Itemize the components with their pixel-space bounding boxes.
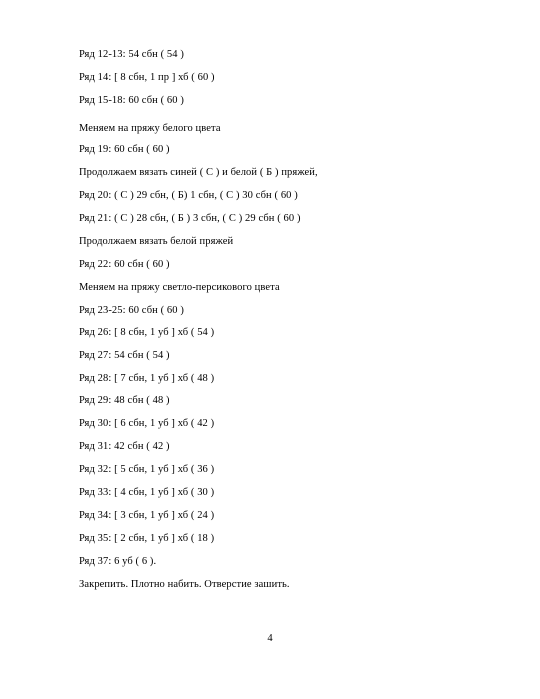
pattern-line: Ряд 15-18: 60 сбн ( 60 ) xyxy=(79,95,184,106)
pattern-line: Ряд 28: [ 7 сбн, 1 уб ] хб ( 48 ) xyxy=(79,373,215,384)
pattern-line: Ряд 22: 60 сбн ( 60 ) xyxy=(79,259,170,270)
pattern-line: Ряд 12-13: 54 сбн ( 54 ) xyxy=(79,49,184,60)
pattern-line: Ряд 20: ( С ) 29 сбн, ( Б) 1 сбн, ( С ) 30 сбн ( 60 ) xyxy=(79,190,298,201)
pattern-line: Ряд 31: 42 сбн ( 42 ) xyxy=(79,441,170,452)
pattern-line: Закрепить. Плотно набить. Отверстие зашить. xyxy=(79,579,290,590)
pattern-line: Ряд 14: [ 8 сбн, 1 пр ] хб ( 60 ) xyxy=(79,72,215,83)
pattern-line: Продолжаем вязать белой пряжей xyxy=(79,236,234,247)
pattern-line: Продолжаем вязать синей ( С ) и белой ( Б ) пряжей, xyxy=(79,167,318,178)
pattern-line: Ряд 32: [ 5 сбн, 1 уб ] хб ( 36 ) xyxy=(79,464,215,475)
pattern-line: Ряд 21: ( С ) 28 сбн, ( Б ) 3 сбн, ( С ) 29 сбн ( 60 ) xyxy=(79,213,301,224)
pattern-line: Ряд 30: [ 6 сбн, 1 уб ] хб ( 42 ) xyxy=(79,418,215,429)
pattern-line: Ряд 34: [ 3 сбн, 1 уб ] хб ( 24 ) xyxy=(79,510,215,521)
pattern-line: Ряд 33: [ 4 сбн, 1 уб ] хб ( 30 ) xyxy=(79,487,215,498)
page-number: 4 xyxy=(267,633,273,644)
pattern-line: Ряд 19: 60 сбн ( 60 ) xyxy=(79,144,170,155)
pattern-line: Ряд 37: 6 уб ( 6 ). xyxy=(79,556,157,567)
pattern-line: Ряд 23-25: 60 сбн ( 60 ) xyxy=(79,305,184,316)
pattern-line: Ряд 27: 54 сбн ( 54 ) xyxy=(79,350,170,361)
pattern-line: Ряд 26: [ 8 сбн, 1 уб ] хб ( 54 ) xyxy=(79,327,215,338)
pattern-line: Ряд 35: [ 2 сбн, 1 уб ] хб ( 18 ) xyxy=(79,533,215,544)
pattern-line: Меняем на пряжу белого цвета xyxy=(79,123,221,134)
pattern-line: Меняем на пряжу светло-персикового цвета xyxy=(79,282,280,293)
pattern-line: Ряд 29: 48 сбн ( 48 ) xyxy=(79,395,170,406)
